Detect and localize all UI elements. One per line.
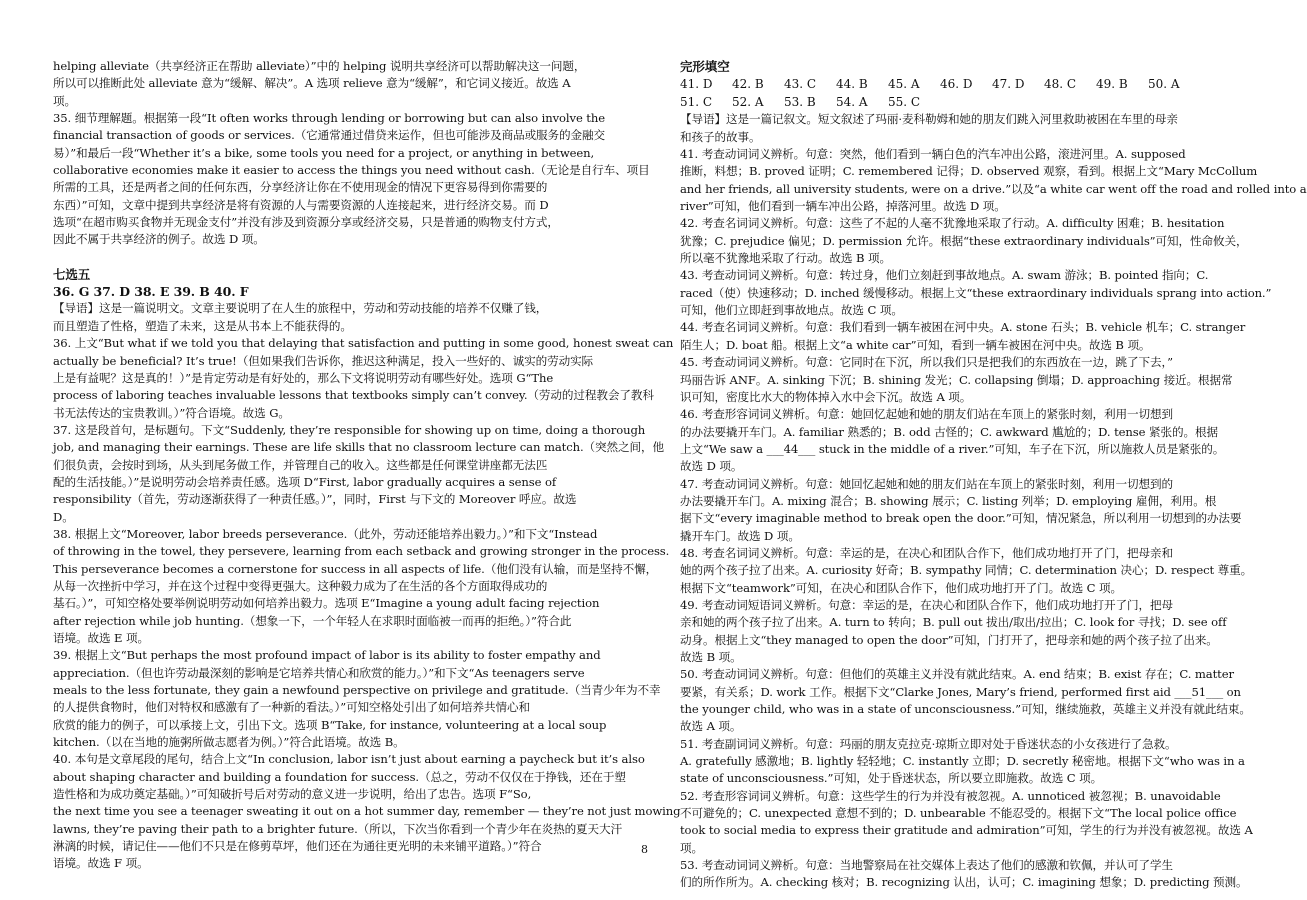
text-line: kitchen.（以在当地的施粥所做志愿者为例。）”符合此语境。故选 B。 (53, 735, 405, 750)
answer-item: 44. B (836, 77, 868, 92)
text-line: 上是有益呢？这是真的！）”是肯定劳动是有好处的，那么下文将说明劳动有哪些好处。选项 G“The (53, 370, 554, 385)
answer-item: 50. A (1148, 77, 1180, 92)
text-line: 动身。根据上文“they managed to open the door”可知，门打开了，把母亲和她的两个孩子拉了出来。 (680, 632, 1218, 647)
text-line: 犹豫；C. prejudice 偏见；D. permission 允许。根据“these extraordinary individuals”可知，性命攸关， (680, 233, 1248, 248)
text-line: 选项“在超市购买食物并无现金支付”并没有涉及到资源分享或经济交易，只是普通的购物支付方式， (53, 215, 559, 230)
left-column (53, 58, 681, 873)
text-line: 因此不属于共享经济的例子。故选 D 项。 (53, 232, 265, 247)
text-line: 42. 考查名词词义辨析。句意：这些了不起的人毫不犹豫地采取了行动。A. difficulty 困难；B. hesitation (680, 216, 1225, 231)
text-line: meals to the less fortunate, they gain a newfound perspective on privilege and gratitude.（当青少年为不幸 (53, 683, 661, 698)
text-line: 从每一次挫折中学习，并在这个过程中变得更强大。这种毅力成为了在生活的各个方面取得成功的 (53, 578, 548, 593)
text-line: 书无法传达的宝贵教训。）”符合语境。故选 G。 (53, 405, 290, 420)
text-line: 和孩子的故事。 (680, 129, 761, 144)
text-line: D。 (53, 509, 74, 524)
text-line: 陌生人；D. boat 船。根据上文“a white car”可知，看到一辆车被困在河中央。故选 B 项。 (680, 337, 1151, 352)
text-line: 亲和她的两个孩子拉了出来。A. turn to 转向；B. pull out 拔出/取出/拉出；C. look for 寻找；D. see off (680, 615, 1227, 630)
answer-item: 45. A (888, 77, 920, 92)
text-line: 可知，他们立即赶到事故地点。故选 C 项。 (680, 303, 903, 318)
text-line: 玛丽告诉 ANF。A. sinking 下沉；B. shining 发光；C. collapsing 倒塌；D. approaching 接近。根据常 (680, 372, 1233, 387)
answer-item: 41. D (680, 77, 713, 92)
text-line: 根据下文“teamwork”可知，在决心和团队合作下，他们成功地打开了门。故选 C 项。 (680, 580, 1123, 595)
text-line: after rejection while job hunting.（想象一下，一个年轻人在求职时面临被一而再的拒绝。）”符合此 (53, 613, 572, 628)
text-line: collaborative economies make it easier to access the things you need without cash.（无论是自行车、项目 (53, 163, 650, 178)
text-line: raced（使）快速移动；D. inched 缓慢移动。根据上文“these extraordinary individuals sprang into action.” (680, 285, 1272, 300)
text-line: lawns, they’re paving their path to a brighter future.（所以，下次当你看到一个青少年在炎热的夏天大汗 (53, 821, 623, 836)
text-line: about shaping character and building a foundation for success.（总之，劳动不仅仅在于挣钱，还在于塑 (53, 769, 626, 784)
text-line: 据下文“every imaginable method to break open the door.”可知，情况紧急，所以利用一切想到的办法要 (680, 511, 1242, 526)
text-line: job, and managing their earnings. These are life skills that no classroom lecture can match.（突然之间，他 (53, 440, 665, 455)
text-line: 【导语】这是一篇记叙文。短文叙述了玛丽·麦科勒姆和她的朋友们跳入河里救助被困在车里的母亲 (680, 112, 1178, 127)
text-line: 推断，料想；B. proved 证明；C. remembered 记得；D. observed 观察，看到。根据上文“Mary McCollum (680, 164, 1258, 179)
text-line: 故选 A 项。 (680, 719, 742, 734)
text-line: 易）”和最后一段“Whether it’s a bike, some tools you need for a project, or anything in between, (53, 145, 595, 160)
text-line: 要紧，有关系；D. work 工作。根据下文“Clarke Jones, Mary’s friend, performed first aid ___51___ on (680, 684, 1241, 699)
text-line: 41. 考查动词词义辨析。句意：突然，他们看到一辆白色的汽车冲出公路，滚进河里。A. supposed (680, 147, 1186, 162)
text-line: 项。 (53, 93, 76, 108)
text-line: 而且塑造了性格，塑造了未来，这是从书本上不能获得的。 (53, 318, 352, 333)
text-line: 50. 考查动词词义辨析。句意：但他们的英雄主义并没有就此结束。A. end 结束；B. exist 存在；C. matter (680, 667, 1234, 682)
text-line: actually be beneficial? It’s true!（但如果我们告诉你，推迟这种满足，投入一些好的、诚实的劳动实际 (53, 353, 594, 368)
text-line: 35. 细节理解题。根据第一段“It often works through lending or borrowing but can also involve the (53, 111, 605, 126)
text-line: 46. 考查形容词词义辨析。句意：她回忆起她和她的朋友们站在车顶上的紧张时刻，利用一切想到 (680, 407, 1173, 422)
answer-item: 55. C (888, 95, 921, 110)
answer-item: 51. C (680, 95, 713, 110)
text-line: 办法要撬开车门。A. mixing 混合；B. showing 展示；C. listing 列举；D. employing 雇佣，利用。根 (680, 493, 1217, 508)
text-line: 39. 根据上文“But perhaps the most profound impact of labor is its ability to foster empathy and (53, 648, 601, 663)
text-line: of throwing in the towel, they persevere, learning from each setback and growing stronger in the process. (53, 544, 670, 559)
text-line: the next time you see a teenager sweating it out on a hot summer day, remember — they’re not just mowing (53, 804, 681, 819)
text-line: 的人提供食物时，他们对特权和感激有了一种新的看法。）”可知空格处引出了如何培养共情心和 (53, 700, 530, 715)
text-line: 所需的工具，还是两者之间的任何东西，分享经济让你在不使用现金的情况下更容易得到你需要的 (53, 180, 548, 195)
answer-item: 49. B (1096, 77, 1128, 92)
answer-key-row (680, 75, 1244, 93)
text-line: 53. 考查动词词义辨析。句意：当地警察局在社交媒体上表达了他们的感激和钦佩，并认可了学生 (680, 858, 1173, 873)
text-line: 所以毫不犹豫地采取了行动。故选 B 项。 (680, 251, 891, 266)
text-line: 识可知，密度比水大的物体掉入水中会下沉。故选 A 项。 (680, 389, 972, 404)
text-line: 造性格和为成功奠定基础。）”可知破折号后对劳动的意义进一步说明，给出了忠告。选项 F“So, (53, 787, 532, 802)
text-line: 们的所作所为。A. checking 核对；B. recognizing 认出，认可；C. imagining 想象；D. predicting 预测。 (680, 875, 1248, 890)
answer-key-row (680, 93, 1244, 111)
text-line: state of unconsciousness.”可知，处于昏迷状态，所以要立即施救。故选 C 项。 (680, 771, 1103, 786)
text-line: 49. 考查动词短语词义辨析。句意：幸运的是，在决心和团队合作下，他们成功地打开了门，把母 (680, 597, 1173, 612)
text-line: financial transaction of goods or services.（它通常通过借贷来运作，但也可能涉及商品或服务的金融交 (53, 128, 606, 143)
text-line: process of laboring teaches invaluable lessons that textbooks simply can’t convey.（劳动的过程教会了教科 (53, 388, 654, 403)
text-line: 上文“We saw a ___44___ stuck in the middle of a river.”可知，车子在下沉，所以施救人员是紧张的。 (680, 441, 1225, 456)
text-line: 【导语】这是一篇说明文。文章主要说明了在人生的旅程中，劳动和劳动技能的培养不仅赚了钱， (53, 301, 548, 316)
answer-item: 54. A (836, 95, 868, 110)
text-line: the younger child, who was in a state of unconsciousness.”可知，继续施救，英雄主义并没有就此结束。 (680, 702, 1251, 717)
answer-item: 53. B (784, 95, 816, 110)
right-column (680, 58, 1307, 892)
text-line: 东西）”可知，文章中提到共享经济是将有资源的人与需要资源的人连接起来，进行经济交易。而 D (53, 197, 549, 212)
text-line: 的办法要撬开车门。A. familiar 熟悉的；B. odd 古怪的；C. awkward 尴尬的；D. tense 紧张的。根据 (680, 424, 1218, 439)
text-line: river”可知，他们看到一辆车冲出公路，掉落河里。故选 D 项。 (680, 199, 1006, 214)
text-line: 37. 这是段首句，是标题句。下文“Suddenly, they’re responsible for showing up on time, doing a thorough (53, 422, 646, 437)
answer-item: 52. A (732, 95, 764, 110)
answer-item: 42. B (732, 77, 764, 92)
section-title: 七选五 (53, 266, 91, 282)
answer-item: 47. D (992, 77, 1025, 92)
text-line: 她的两个孩子拉了出来。A. curiosity 好奇；B. sympathy 同情；C. determination 决心；D. respect 尊重。 (680, 563, 1253, 578)
text-line: 51. 考查副词词义辨析。句意：玛丽的朋友克拉克·琼斯立即对处于昏迷状态的小女孩进行了急救。 (680, 736, 1177, 751)
text-line: 不可避免的；C. unexpected 意想不到的；D. unbearable 不能忍受的。根据下文“The local police office (680, 806, 1237, 821)
text-line: A. gratefully 感激地；B. lightly 轻轻地；C. instantly 立即；D. secretly 秘密地。根据下文“who was in a (680, 754, 1245, 769)
text-line: responsibility（首先，劳动逐渐获得了一种责任感。）”，同时，First 与下文的 Moreover 呼应。故选 (53, 492, 577, 507)
text-line: 38. 根据上文“Moreover, labor breeds perseverance.（此外，劳动还能培养出毅力。）”和下文“Instead (53, 526, 598, 541)
text-line: This perseverance becomes a cornerstone for success in all aspects of life.（他们没有认输，而是坚持不懈， (53, 561, 658, 576)
text-line: appreciation.（但也许劳动最深刻的影响是它培养共情心和欣赏的能力。）”和下文“As teenagers serve (53, 665, 585, 680)
text-line: 故选 B 项。 (680, 650, 742, 664)
text-line: took to social media to express their gratitude and admiration”可知，学生的行为并没有被忽视。故选 A (680, 823, 1253, 838)
text-line: 52. 考查形容词词义辨析。句意：这些学生的行为并没有被忽视。A. unnoticed 被忽视；B. unavoidable (680, 788, 1221, 803)
text-line: 所以可以推断此处 alleviate 意为“缓解、解决”。A 选项 relieve 意为“缓解”，和它词义接近。故选 A (53, 76, 571, 91)
text-line: 撬开车门。故选 D 项。 (680, 528, 800, 543)
text-line: 项。 (680, 840, 703, 855)
text-line: 36. 上文“But what if we told you that delaying that satisfaction and putting in some good, honest sweat can (53, 336, 674, 351)
answer-key: 36. G 37. D 38. E 39. B 40. F (53, 284, 249, 300)
text-line: 故选 D 项。 (680, 459, 743, 474)
text-line: and her friends, all university students, were on a drive.”以及“a white car went off the road and rolled into a (680, 181, 1307, 196)
text-line: 淋漓的时候，请记住——他们不只是在修剪草坪，他们还在为通往更光明的未来铺平道路。）”符合 (53, 839, 542, 854)
text-line: 欣赏的能力的例子，可以承接上文，引出下文。选项 B“Take, for instance, volunteering at a local soup (53, 717, 607, 732)
text-line: 语境。故选 E 项。 (53, 631, 149, 645)
answer-item: 43. C (784, 77, 817, 92)
text-line: 配的生活技能。）”是说明劳动会培养责任感。选项 D“First, labor gradually acquires a sense of (53, 474, 557, 489)
answer-item: 48. C (1044, 77, 1077, 92)
text-line: 44. 考查名词词义辨析。句意：我们看到一辆车被困在河中央。A. stone 石头；B. vehicle 机车；C. stranger (680, 320, 1246, 335)
text-line: 40. 本句是文章尾段的尾句，结合上文“In conclusion, labor isn’t just about earning a paycheck but it’s also (53, 752, 645, 767)
text-line: 们很负责，会按时到场，从头到尾务做工作，并管理自己的收入。这些都是任何课堂讲座都无法匹 (53, 457, 548, 472)
text-line: 47. 考查动词词义辨析。句意：她回忆起她和她的朋友们站在车顶上的紧张时刻，利用一切想到的 (680, 476, 1173, 491)
text-line: helping alleviate（共享经济正在帮助 alleviate）”中的 helping 说明共享经济可以帮助解决这一问题， (53, 59, 586, 73)
page-number: 8 (641, 843, 648, 856)
text-line: 45. 考查动词词义辨析。句意：它同时在下沉，所以我们只是把我们的东西放在一边，跳了下去，” (680, 355, 1173, 370)
section-title: 完形填空 (680, 59, 730, 74)
text-line: 48. 考查名词词义辨析。句意：幸运的是，在决心和团队合作下，他们成功地打开了门，把母亲和 (680, 545, 1173, 560)
text-line: 43. 考查动词词义辨析。句意：转过身，他们立刻赶到事故地点。A. swam 游泳；B. pointed 指向；C. (680, 268, 1209, 283)
paragraph-gap (53, 249, 605, 266)
answer-item: 46. D (940, 77, 973, 92)
text-line: 基石。）”，可知空格处要举例说明劳动如何培养出毅力。选项 E“Imagine a young adult facing rejection (53, 596, 600, 611)
text-line: 语境。故选 F 项。 (53, 856, 149, 871)
